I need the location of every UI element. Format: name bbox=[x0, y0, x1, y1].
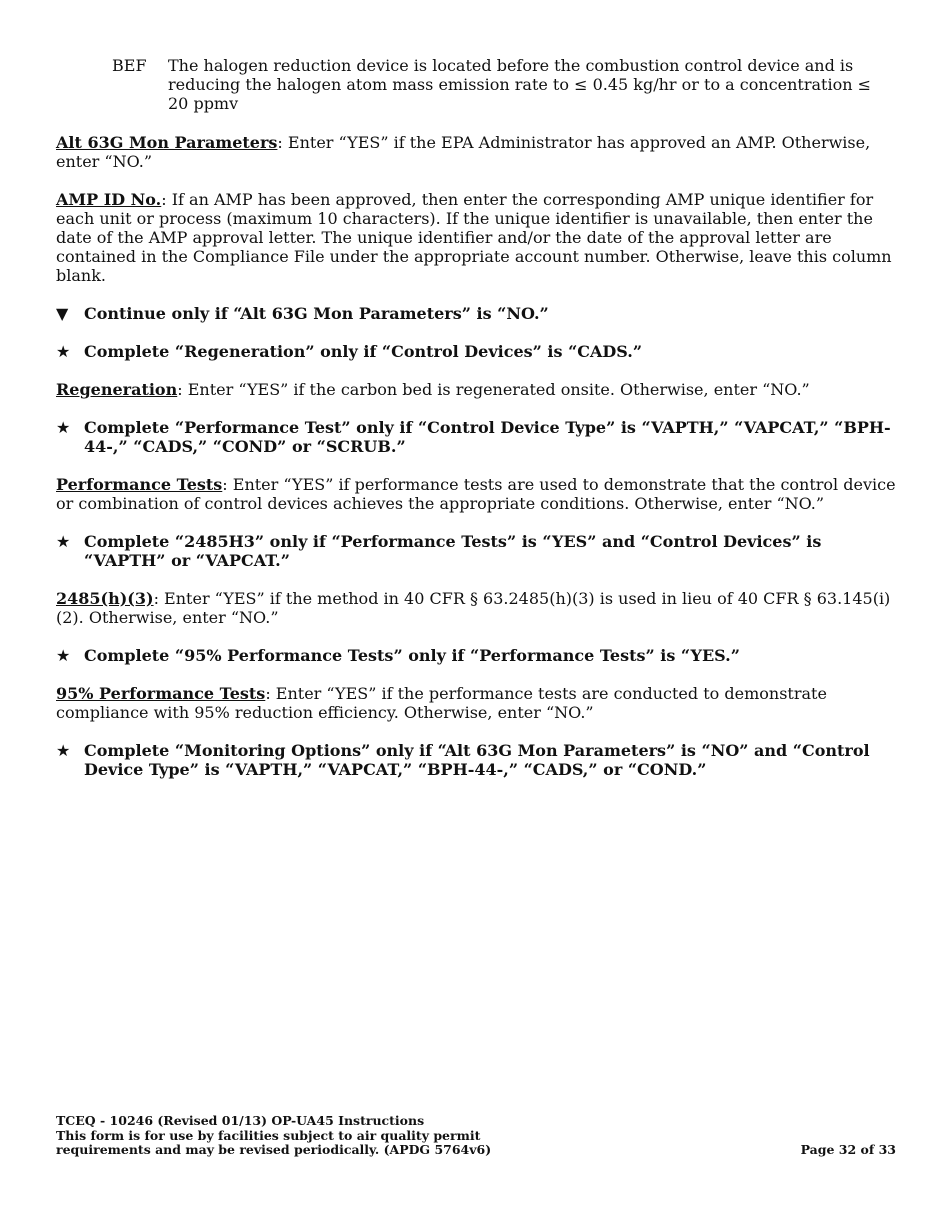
instruction-continue bbox=[56, 304, 896, 323]
term-performance-tests: Performance Tests bbox=[56, 475, 223, 494]
code-entry-bef bbox=[112, 56, 896, 113]
instruction-regeneration bbox=[56, 342, 896, 361]
definition-text: : Enter “YES” if performance tests are used to demonstrate that the control device or combination of control devices achieves the appropriate conditions. Otherwise, enter “NO.” bbox=[56, 475, 896, 513]
definition-2485h3 bbox=[56, 589, 896, 627]
instruction-text: Complete “Performance Test” only if “Control Device Type” is “VAPTH,” “VAPCAT,” “BPH-44-,” “CADS,” “COND” or “SCRUB.” bbox=[84, 418, 891, 456]
instruction-text: Complete “Regeneration” only if “Control Devices” is “CADS.” bbox=[84, 342, 643, 361]
star-icon: ★ bbox=[56, 418, 71, 437]
term-alt-63g: Alt 63G Mon Parameters bbox=[56, 133, 278, 152]
definition-text: : Enter “YES” if the carbon bed is regenerated onsite. Otherwise, enter “NO.” bbox=[177, 380, 810, 399]
instruction-text: Continue only if “Alt 63G Mon Parameters” is “NO.” bbox=[84, 304, 549, 323]
instruction-2485h3 bbox=[56, 532, 896, 570]
document-page bbox=[56, 56, 896, 798]
instruction-text: Complete “Monitoring Options” only if “Alt 63G Mon Parameters” is “NO” and “Control Device Type” is “VAPTH,” “VAPCAT,” “BPH-44-,” “CADS,” or “COND.” bbox=[84, 741, 870, 779]
definition-text: : If an AMP has been approved, then enter the corresponding AMP unique identifier for each unit or process (maximum 10 characters). If the unique identifier is unavailable, then enter the date of the AMP approval letter. The unique identifier and/or the date of the approval letter are contained in the Compliance File under the appropriate account number. Otherwise, leave this column blank. bbox=[56, 190, 892, 285]
term-2485h3: 2485(h)(3) bbox=[56, 589, 154, 608]
footer-form-info bbox=[56, 1114, 491, 1158]
definition-text: : Enter “YES” if the method in 40 CFR § 63.2485(h)(3) is used in lieu of 40 CFR § 63.145(i)(2). Otherwise, enter “NO.” bbox=[56, 589, 891, 627]
definition-text: : Enter “YES” if the performance tests are conducted to demonstrate compliance with 95% reduction efficiency. Otherwise, enter “NO.” bbox=[56, 684, 827, 722]
star-icon: ★ bbox=[56, 646, 71, 665]
definition-performance-tests bbox=[56, 475, 896, 513]
definition-95-performance-tests bbox=[56, 684, 896, 722]
triangle-down-icon: ▼ bbox=[56, 304, 69, 323]
footer-line: TCEQ - 10246 (Revised 01/13) OP-UA45 Instructions bbox=[56, 1113, 425, 1128]
instruction-text: Complete “2485H3” only if “Performance Tests” is “YES” and “Control Devices” is “VAPTH” or “VAPCAT.” bbox=[84, 532, 822, 570]
page-number: Page 32 of 33 bbox=[800, 1142, 896, 1157]
instruction-monitoring-options bbox=[56, 741, 896, 779]
instruction-text: Complete “95% Performance Tests” only if “Performance Tests” is “YES.” bbox=[84, 646, 740, 665]
star-icon: ★ bbox=[56, 532, 71, 551]
definition-amp-id bbox=[56, 190, 896, 285]
code-label: BEF bbox=[112, 56, 147, 75]
instruction-performance-test bbox=[56, 418, 896, 456]
definition-alt-63g bbox=[56, 133, 896, 171]
star-icon: ★ bbox=[56, 741, 71, 760]
star-icon: ★ bbox=[56, 342, 71, 361]
footer-line: This form is for use by facilities subject to air quality permit bbox=[56, 1127, 481, 1143]
definition-text: : Enter “YES” if the EPA Administrator has approved an AMP. Otherwise, enter “NO.” bbox=[56, 133, 871, 171]
footer-line: requirements and may be revised periodically. (APDG 5764v6) bbox=[56, 1142, 492, 1157]
term-amp-id: AMP ID No. bbox=[56, 190, 162, 209]
instruction-95-performance bbox=[56, 646, 896, 665]
code-description: The halogen reduction device is located before the combustion control device and is reducing the halogen atom mass emission rate to ≤ 0.45 kg/hr or to a concentration ≤ 20 ppmv bbox=[168, 56, 872, 113]
page-footer bbox=[56, 1114, 896, 1158]
definition-regeneration bbox=[56, 380, 896, 399]
term-regeneration: Regeneration bbox=[56, 380, 178, 399]
term-95-performance-tests: 95% Performance Tests bbox=[56, 684, 266, 703]
